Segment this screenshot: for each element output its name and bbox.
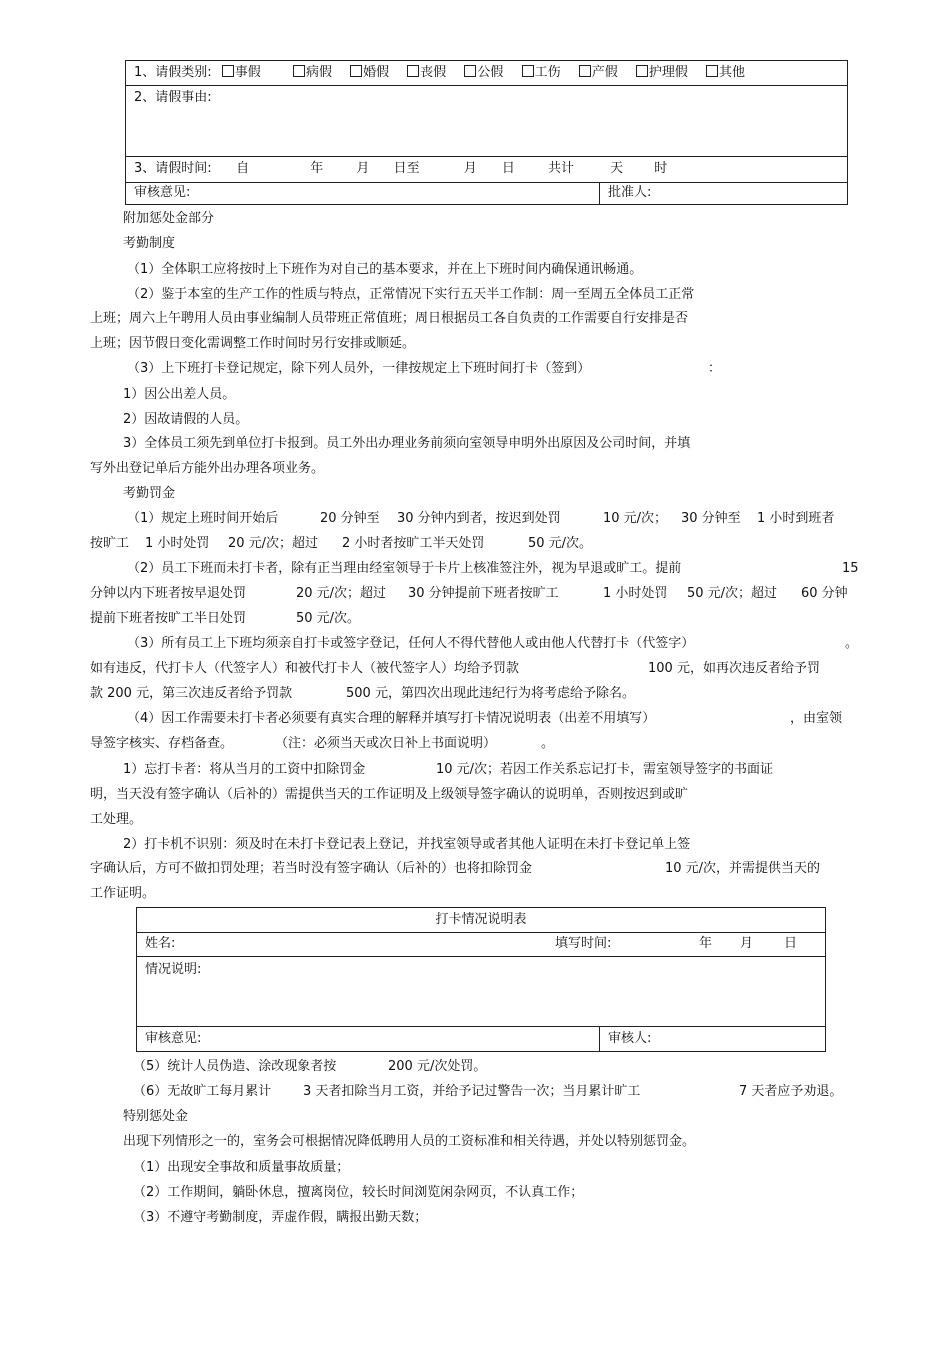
- paragraph-line: 30 分钟提前下班者按旷工: [408, 586, 559, 601]
- fill-time-year: 年: [699, 936, 713, 951]
- leave-form: [125, 60, 848, 205]
- paragraph-line: ：: [708, 361, 722, 376]
- checkbox-icon: [293, 65, 305, 77]
- paragraph-line: （3）上下班打卡登记规定，除下列人员外，一律按规定上下班时间打卡（签到）: [127, 361, 591, 376]
- time-month: 月: [356, 161, 370, 176]
- paragraph-line: （6）无故旷工每月累计: [133, 1084, 272, 1099]
- fill-time-label: 填写时间:: [555, 936, 612, 951]
- paragraph-line: 60 分钟: [801, 586, 848, 601]
- paragraph-line: （3）不遵守考勤制度，弄虚作假，瞒报出勤天数；: [133, 1210, 428, 1225]
- paragraph-line: 3）全体员工须先到单位打卡报到。员工外出办理业务前须向室领导申明外出原因及公司时间，并填: [123, 436, 691, 451]
- paragraph-line: 2 小时者按旷工半天处罚: [342, 536, 485, 551]
- card-form-title-text: 打卡情况说明表: [435, 912, 527, 927]
- paragraph-line: 20 元/次；超过: [296, 586, 387, 601]
- review-opinion-label: 审核意见:: [134, 185, 191, 200]
- paragraph-line: （2）员工下班而未打卡者，除有正当理由经室领导于卡片上核准签注外，视为早退或旷工。提前: [127, 561, 682, 576]
- paragraph-line: 工作证明。: [90, 886, 156, 901]
- approver-label: 批准人:: [608, 185, 652, 200]
- paragraph-line: 20 元/次；超过: [228, 536, 319, 551]
- section-heading: 附加惩处金部分: [123, 211, 215, 226]
- paragraph-line: 30 分钟内到者，按迟到处罚: [397, 511, 561, 526]
- section-heading: 特别惩处金: [123, 1109, 189, 1124]
- leave-type-option[interactable]: 公假: [464, 65, 503, 81]
- reviewer-label: 审核人:: [608, 1031, 652, 1046]
- paragraph-line: （2）工作期间，躺卧休息，擅离岗位，较长时间浏览闲杂网页，不认真工作；: [133, 1185, 584, 1200]
- checkbox-icon: [407, 65, 419, 77]
- paragraph-line: 按旷工: [90, 536, 130, 551]
- paragraph-line: 。: [541, 736, 555, 751]
- time-hours: 时: [654, 161, 668, 176]
- paragraph-line: 10 元/次；: [603, 511, 668, 526]
- paragraph-line: 15: [842, 561, 859, 576]
- checkbox-icon: [522, 65, 534, 77]
- situation-label: 情况说明:: [145, 962, 202, 977]
- paragraph-line: 款 200 元，第三次违反者给予罚款: [90, 686, 293, 701]
- paragraph-line: （4）因工作需要未打卡者必须要有真实合理的解释并填写打卡情况说明表（出差不用填写）: [127, 711, 656, 726]
- paragraph-line: 写外出登记单后方能外出办理各项业务。: [90, 461, 325, 476]
- paragraph-line: 导签字核实、存档备查。: [90, 736, 234, 751]
- paragraph-line: 上班；因节假日变化需调整工作时间时另行安排或顺延。: [90, 336, 416, 351]
- leave-type-option[interactable]: 事假: [222, 65, 261, 81]
- paragraph-line: 30 分钟至: [681, 511, 741, 526]
- paragraph-line: 1）因公出差人员。: [123, 387, 236, 402]
- leave-type-option[interactable]: 护理假: [636, 65, 688, 81]
- paragraph-line: 1 小时处罚: [603, 586, 668, 601]
- checkbox-icon: [222, 65, 234, 77]
- paragraph-line: 如有违反，代打卡人（代签字人）和被代打卡人（被代签字人）均给予罚款: [90, 661, 520, 676]
- name-label: 姓名:: [145, 936, 176, 951]
- card-form-title: [137, 908, 826, 933]
- paragraph-line: 50 元/次；超过: [687, 586, 778, 601]
- paragraph-line: （5）统计人员伪造、涂改现象者按: [133, 1059, 337, 1074]
- checkbox-icon: [350, 65, 362, 77]
- paragraph-line: 明，当天没有签字确认（后补的）需提供当天的工作证明及上级领导签字确认的说明单，否则按迟到或旷: [90, 787, 689, 802]
- time-from: 自: [236, 161, 250, 176]
- paragraph-line: 1）忘打卡者：将从当月的工资中扣除罚金: [123, 762, 366, 777]
- paragraph-line: （2）鉴于本室的生产工作的性质与特点，正常情况下实行五天半工作制：周一至周五全体员工正常: [127, 287, 695, 302]
- situation-field[interactable]: [137, 957, 826, 1027]
- paragraph-line: （1）全体职工应将按时上下班作为对自己的基本要求，并在上下班时间内确保通讯畅通。: [127, 262, 643, 277]
- paragraph-line: 1 小时处罚: [145, 536, 210, 551]
- time-year: 年: [310, 161, 324, 176]
- card-review-opinion-field[interactable]: [137, 1027, 600, 1052]
- paragraph-line: 50 元/次。: [296, 611, 361, 626]
- paragraph-line: （3）所有员工上下班均须亲自打卡或签字登记，任何人不得代替他人或由他人代替打卡（代签字）: [127, 636, 695, 651]
- fill-time-month: 月: [740, 936, 754, 951]
- time-month2: 月: [463, 161, 477, 176]
- time-total: 共计: [547, 161, 574, 176]
- card-situation-form: [136, 907, 826, 1052]
- leave-time-label: 3、请假时间:: [134, 161, 212, 176]
- checkbox-icon: [579, 65, 591, 77]
- paragraph-line: 100 元，如再次违反者给予罚: [648, 661, 820, 676]
- section-heading: 考勤罚金: [123, 486, 176, 501]
- paragraph-line: ，由室领: [790, 711, 843, 726]
- paragraph-line: 50 元/次。: [528, 536, 593, 551]
- leave-reason-field[interactable]: [126, 86, 848, 157]
- review-opinion-field[interactable]: [126, 183, 600, 205]
- paragraph-line: 3 天者扣除当月工资，并给予记过警告一次；当月累计旷工: [303, 1084, 641, 1099]
- paragraph-line: 10 元/次；若因工作关系忘记打卡，需室领导签字的书面证: [436, 762, 774, 777]
- paragraph-line: 20 分钟至: [320, 511, 380, 526]
- checkbox-icon: [706, 65, 718, 77]
- paragraph-line: 分钟以内下班者按早退处罚: [90, 586, 247, 601]
- leave-reason-label: 2、请假事由:: [134, 90, 212, 105]
- paragraph-line: 2）打卡机不识别：须及时在未打卡登记表上登记，并找室领导或者其他人证明在未打卡登记单上签: [123, 837, 691, 852]
- section-heading: 考勤制度: [123, 236, 176, 251]
- approver-field[interactable]: [600, 183, 848, 205]
- leave-type-option[interactable]: 其他: [706, 65, 745, 81]
- paragraph-line: 500 元，第四次出现此违纪行为将考虑给予除名。: [346, 686, 635, 701]
- paragraph-line: 出现下列情形之一的，室务会可根据情况降低聘用人员的工资标准和相关待遇，并处以特别惩罚金。: [123, 1134, 696, 1149]
- paragraph-line: 提前下班者按旷工半日处罚: [90, 611, 247, 626]
- leave-type-label: 1、请假类别:: [134, 65, 212, 80]
- paragraph-line: 7 天者应予劝退。: [739, 1084, 843, 1099]
- paragraph-line: （1）规定上班时间开始后: [127, 511, 279, 526]
- checkbox-icon: [636, 65, 648, 77]
- paragraph-line: 。: [845, 636, 859, 651]
- leave-type-row: [126, 61, 848, 86]
- time-day2: 日: [501, 161, 515, 176]
- paragraph-line: 10 元/次，并需提供当天的: [665, 861, 821, 876]
- paragraph-line: 字确认后，方可不做扣罚处理；若当时没有签字确认（后补的）也将扣除罚金: [90, 861, 533, 876]
- leave-type-option[interactable]: 婚假: [350, 65, 389, 81]
- paragraph-line: 2）因故请假的人员。: [123, 412, 249, 427]
- leave-type-option[interactable]: 病假: [293, 65, 332, 81]
- paragraph-line: 200 元/次处罚。: [388, 1059, 487, 1074]
- time-days: 天: [610, 161, 624, 176]
- leave-type-option[interactable]: 工伤: [522, 65, 561, 81]
- paragraph-line: 上班；周六上午聘用人员由事业编制人员带班正常值班；周日根据员工各自负责的工作需要自行安排是否: [90, 311, 689, 326]
- leave-type-option[interactable]: 产假: [579, 65, 618, 81]
- card-review-label: 审核意见:: [145, 1031, 202, 1046]
- fill-time-day: 日: [784, 936, 798, 951]
- time-day-to: 日至: [393, 161, 420, 176]
- paragraph-line: （1）出现安全事故和质量事故质量；: [133, 1160, 350, 1175]
- reviewer-field[interactable]: [600, 1027, 826, 1052]
- card-form-name-row[interactable]: [137, 933, 826, 957]
- checkbox-icon: [464, 65, 476, 77]
- leave-time-row[interactable]: [126, 157, 848, 183]
- paragraph-line: 工处理。: [90, 812, 143, 827]
- paragraph-line: 1 小时到班者: [757, 511, 835, 526]
- leave-type-option[interactable]: 丧假: [407, 65, 446, 81]
- paragraph-line: （注：必须当天或次日补上书面说明）: [275, 736, 497, 751]
